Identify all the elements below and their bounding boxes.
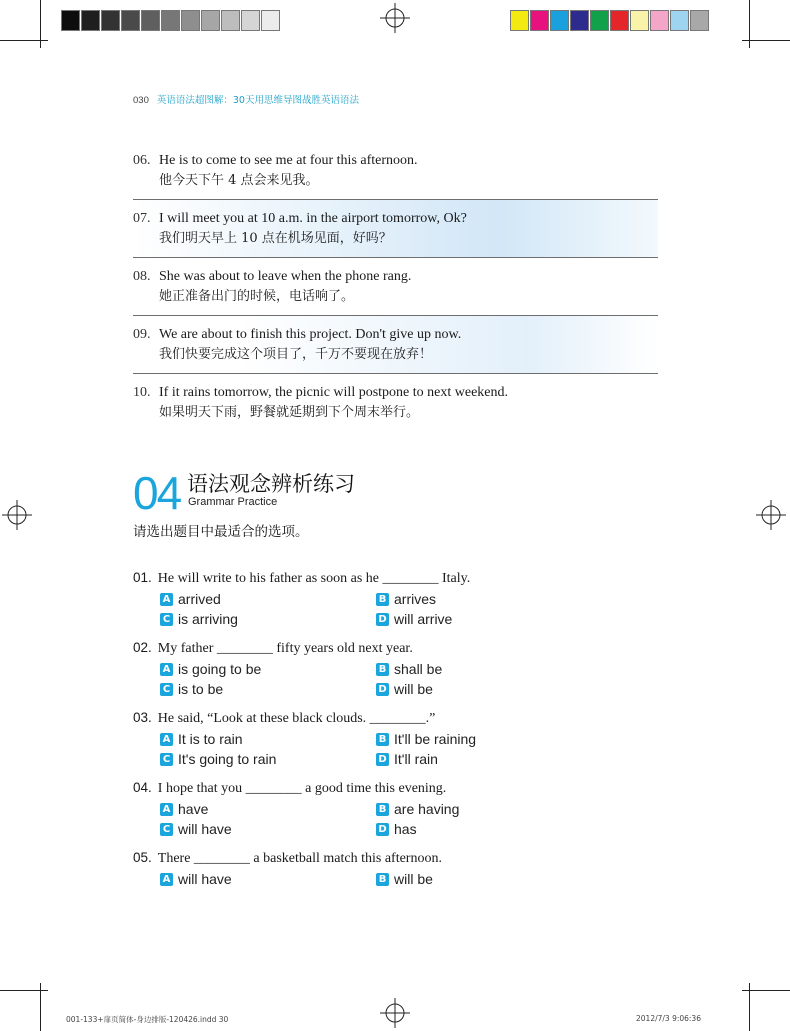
option-letter-badge: C — [160, 613, 173, 626]
option-letter-badge: B — [376, 733, 389, 746]
option-text: have — [178, 801, 209, 817]
option-text: are having — [394, 801, 460, 817]
color-swatch — [550, 10, 569, 31]
option-text: It'll rain — [394, 751, 438, 767]
option-letter-badge: B — [376, 593, 389, 606]
option-text: It'll be raining — [394, 731, 477, 747]
option-text: will be — [394, 871, 433, 887]
option-a[interactable] — [160, 659, 261, 679]
example-sentence-list — [133, 142, 658, 432]
example-item — [133, 316, 658, 374]
option-letter-badge: A — [160, 733, 173, 746]
question-item — [133, 778, 633, 848]
color-swatch — [630, 10, 649, 31]
option-c[interactable] — [160, 609, 238, 629]
color-swatch — [590, 10, 609, 31]
example-chinese: 我们快要完成这个项目了，千万不要现在放弃！ — [159, 347, 433, 362]
option-b[interactable] — [376, 869, 433, 889]
option-text: arrives — [394, 591, 437, 607]
option-letter-badge: A — [160, 663, 173, 676]
cmyk-color-bar — [510, 10, 710, 31]
footer-file-info: 001-133+扉页简体-身边排版-120426.indd 30 — [66, 1015, 229, 1024]
option-letter-badge: D — [376, 613, 389, 626]
option-text: is going to be — [178, 661, 262, 677]
gray-swatch — [81, 10, 100, 31]
example-number: 07. — [133, 211, 151, 226]
option-b[interactable] — [376, 589, 436, 609]
gray-swatch — [161, 10, 180, 31]
question-number: 01. — [133, 570, 152, 585]
gray-swatch — [201, 10, 220, 31]
page-number: 030 — [133, 95, 149, 106]
option-letter-badge: A — [160, 803, 173, 816]
question-item — [133, 568, 633, 638]
option-text: It is to rain — [178, 731, 243, 747]
registration-mark-top — [380, 3, 410, 33]
question-item — [133, 638, 633, 708]
option-text: is arriving — [178, 611, 238, 627]
question-item — [133, 708, 633, 778]
option-letter-badge: A — [160, 593, 173, 606]
example-english: We are about to finish this project. Don't give up now. — [159, 327, 462, 342]
option-text: will be — [394, 681, 433, 697]
example-item — [133, 200, 658, 258]
color-swatch — [510, 10, 529, 31]
example-chinese: 如果明天下雨，野餐就延期到下个周末举行。 — [159, 405, 420, 420]
option-b[interactable] — [376, 729, 476, 749]
option-a[interactable] — [160, 589, 221, 609]
section-title-english: Grammar Practice — [188, 496, 278, 508]
question-number: 05. — [133, 850, 152, 865]
option-c[interactable] — [160, 749, 276, 769]
option-letter-badge: A — [160, 873, 173, 886]
option-d[interactable] — [376, 609, 452, 629]
option-text: will arrive — [394, 611, 453, 627]
question-stem: There ________ a basketball match this afternoon. — [157, 851, 442, 866]
option-a[interactable] — [160, 799, 208, 819]
running-header — [133, 92, 359, 106]
example-english: He is to come to see me at four this afternoon. — [159, 153, 418, 168]
example-item — [133, 142, 658, 200]
option-letter-badge: B — [376, 873, 389, 886]
question-stem: He will write to his father as soon as he ________ Italy. — [157, 571, 471, 586]
registration-mark-right — [756, 500, 786, 530]
option-letter-badge: C — [160, 683, 173, 696]
gray-swatch — [241, 10, 260, 31]
option-d[interactable] — [376, 819, 417, 839]
gray-swatch — [61, 10, 80, 31]
example-item — [133, 374, 658, 432]
example-chinese: 她正准备出门的时候，电话响了。 — [159, 289, 355, 304]
option-a[interactable] — [160, 869, 232, 889]
color-swatch — [670, 10, 689, 31]
option-text: has — [394, 821, 417, 837]
example-number: 09. — [133, 327, 151, 342]
example-english: I will meet you at 10 a.m. in the airport tomorrow, Ok? — [159, 211, 467, 226]
example-number: 06. — [133, 153, 151, 168]
option-text: is to be — [178, 681, 224, 697]
question-list — [133, 568, 633, 918]
question-number: 03. — [133, 710, 152, 725]
gray-swatch — [221, 10, 240, 31]
registration-mark-bottom — [380, 998, 410, 1028]
grayscale-color-bar — [61, 10, 281, 31]
color-swatch — [610, 10, 629, 31]
book-title: 英语语法超图解：30天用思维导图战胜英语语法 — [156, 95, 359, 106]
option-letter-badge: D — [376, 823, 389, 836]
question-number: 04. — [133, 780, 152, 795]
example-english: If it rains tomorrow, the picnic will postpone to next weekend. — [159, 385, 509, 400]
example-english: She was about to leave when the phone rang. — [159, 269, 412, 284]
option-letter-badge: B — [376, 663, 389, 676]
option-c[interactable] — [160, 679, 223, 699]
option-letter-badge: B — [376, 803, 389, 816]
option-c[interactable] — [160, 819, 232, 839]
exercise-instruction: 请选出题目中最适合的选项。 — [133, 524, 309, 540]
example-number: 10. — [133, 385, 151, 400]
option-letter-badge: C — [160, 823, 173, 836]
color-swatch — [690, 10, 709, 31]
option-d[interactable] — [376, 679, 433, 699]
question-stem: My father ________ fifty years old next year. — [157, 641, 413, 656]
example-chinese: 我们明天早上 10 点在机场见面，好吗？ — [159, 231, 392, 246]
example-chinese: 他今天下午 4 点会来见我。 — [159, 173, 319, 188]
section-number: 04 — [133, 467, 181, 519]
example-item — [133, 258, 658, 316]
option-text: will have — [178, 871, 232, 887]
question-number: 02. — [133, 640, 152, 655]
option-a[interactable] — [160, 729, 243, 749]
gray-swatch — [141, 10, 160, 31]
color-swatch — [570, 10, 589, 31]
option-text: will have — [178, 821, 232, 837]
question-stem: I hope that you ________ a good time this evening. — [157, 781, 447, 796]
registration-mark-left — [2, 500, 32, 530]
gray-swatch — [101, 10, 120, 31]
gray-swatch — [121, 10, 140, 31]
footer-timestamp: 2012/7/3 9:06:36 — [636, 1014, 701, 1023]
option-letter-badge: D — [376, 683, 389, 696]
color-swatch — [530, 10, 549, 31]
question-item — [133, 848, 633, 918]
option-text: It's going to rain — [178, 751, 277, 767]
color-swatch — [650, 10, 669, 31]
option-text: shall be — [394, 661, 443, 677]
gray-swatch — [261, 10, 280, 31]
option-text: arrived — [178, 591, 221, 607]
gray-swatch — [181, 10, 200, 31]
option-b[interactable] — [376, 659, 442, 679]
section-title-chinese: 语法观念辨析练习 — [187, 472, 355, 496]
option-b[interactable] — [376, 799, 459, 819]
question-stem: He said, “Look at these black clouds. ________.” — [157, 711, 436, 726]
option-letter-badge: C — [160, 753, 173, 766]
option-letter-badge: D — [376, 753, 389, 766]
example-number: 08. — [133, 269, 151, 284]
option-d[interactable] — [376, 749, 438, 769]
